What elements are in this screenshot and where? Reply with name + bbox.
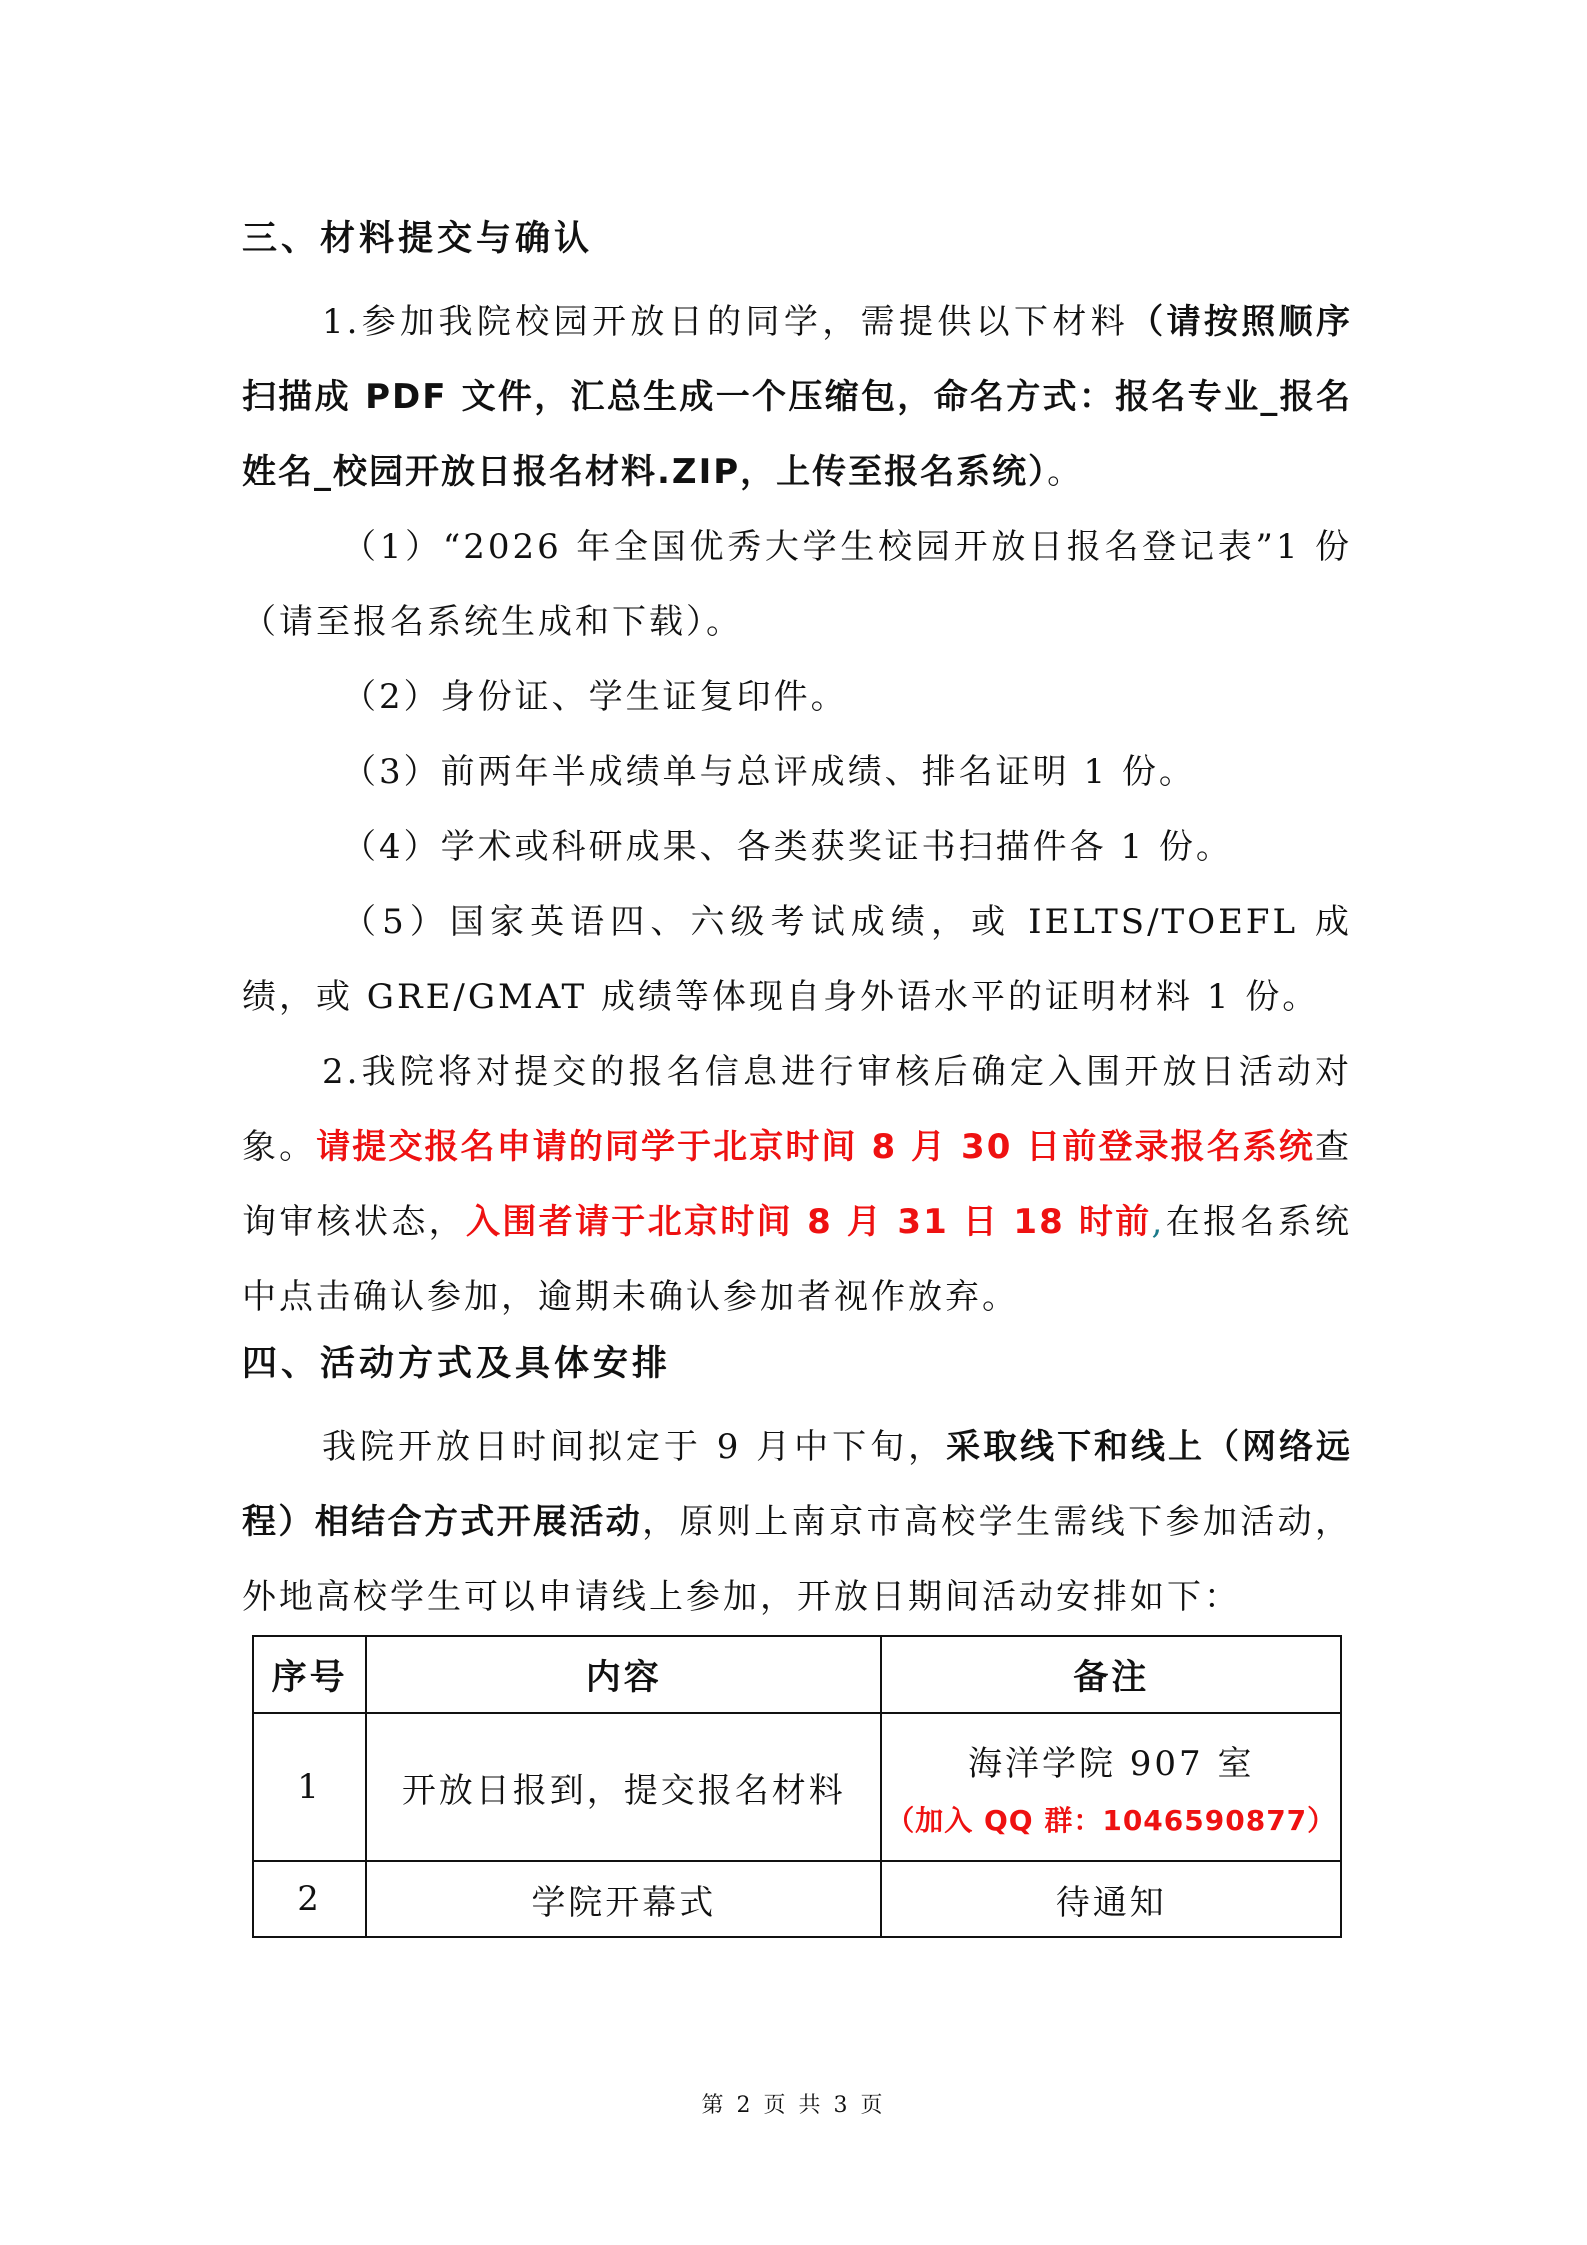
cell-note: 待通知 (881, 1861, 1341, 1937)
page-footer: 第 2 页 共 3 页 (701, 2093, 886, 2118)
text-normal: 2.我院将对提交的报名信息进行审核后确定入围开放日活动对象。 (242, 1052, 1352, 1167)
note-qq-group: （加入 QQ 群：1046590877） (886, 1803, 1337, 1837)
text-normal: 在报名系统中点击确认参加，逾期未确认参加者视作放弃。 (242, 1202, 1353, 1317)
text-bold-instructions: （请按照顺序扫描成 PDF 文件，汇总生成一个压缩包，命名方式：报名专业_报名姓名_校园开放日报名材料.ZIP，上传至报名系统） (242, 302, 1352, 492)
cell-note (881, 1713, 1341, 1861)
section-heading-arrangement: 四、活动方式及具体安排 (242, 1344, 672, 1384)
schedule-table (252, 1635, 1342, 1938)
cell-content: 开放日报到，提交报名材料 (366, 1713, 881, 1861)
cell-content: 学院开幕式 (366, 1861, 881, 1937)
list-item-5: （5）国家英语四、六级考试成绩，或 IELTS/TOEFL 成绩，或 GRE/GMAT 成绩等体现自身外语水平的证明材料 1 份。 (242, 902, 1352, 1017)
note-location: 海洋学院 907 室 (967, 1743, 1255, 1784)
cell-no: 2 (253, 1861, 366, 1937)
cell-no: 1 (253, 1713, 366, 1861)
text-normal: 我院开放日时间拟定于 9 月中下旬， (322, 1427, 947, 1467)
paragraph-review (242, 1035, 1352, 1335)
paragraph-arrangement (242, 1410, 1352, 1635)
text-comma: , (1151, 1202, 1166, 1242)
header-no: 序号 (253, 1636, 366, 1713)
document-body (242, 210, 1352, 1938)
text-red-deadline-1: 请提交报名申请的同学于北京时间 8 月 30 日前登录报名系统 (316, 1127, 1315, 1167)
text-bold-mode: 采取线下和线上（网络远程）相结合方式开展活动 (242, 1427, 1353, 1542)
list-item-3: （3）前两年半成绩单与总评成绩、排名证明 1 份。 (342, 752, 1196, 792)
text-red-deadline-2: 入围者请于北京时间 8 月 31 日 18 时前 (465, 1202, 1152, 1242)
table-row (253, 1861, 1341, 1937)
table-header-row (253, 1636, 1341, 1713)
header-content: 内容 (366, 1636, 881, 1713)
list-item-1: （1）“2026 年全国优秀大学生校园开放日报名登记表”1 份（请至报名系统生成和下载）。 (242, 527, 1352, 642)
paragraph-materials-intro (242, 285, 1352, 510)
list-item-2: （2）身份证、学生证复印件。 (342, 677, 848, 717)
text-end: 。 (1047, 452, 1085, 492)
text-normal: 查询审核状态， (242, 1127, 1352, 1242)
header-note: 备注 (881, 1636, 1341, 1713)
text-normal: ，原则上南京市高校学生需线下参加活动，外地高校学生可以申请线上参加，开放日期间活动安排如下： (242, 1502, 1352, 1617)
list-item-4: （4）学术或科研成果、各类获奖证书扫描件各 1 份。 (342, 827, 1233, 867)
text-normal: 1.参加我院校园开放日的同学，需提供以下材料 (322, 302, 1130, 342)
section-heading-materials: 三、材料提交与确认 (242, 219, 594, 259)
table-row (253, 1713, 1341, 1861)
